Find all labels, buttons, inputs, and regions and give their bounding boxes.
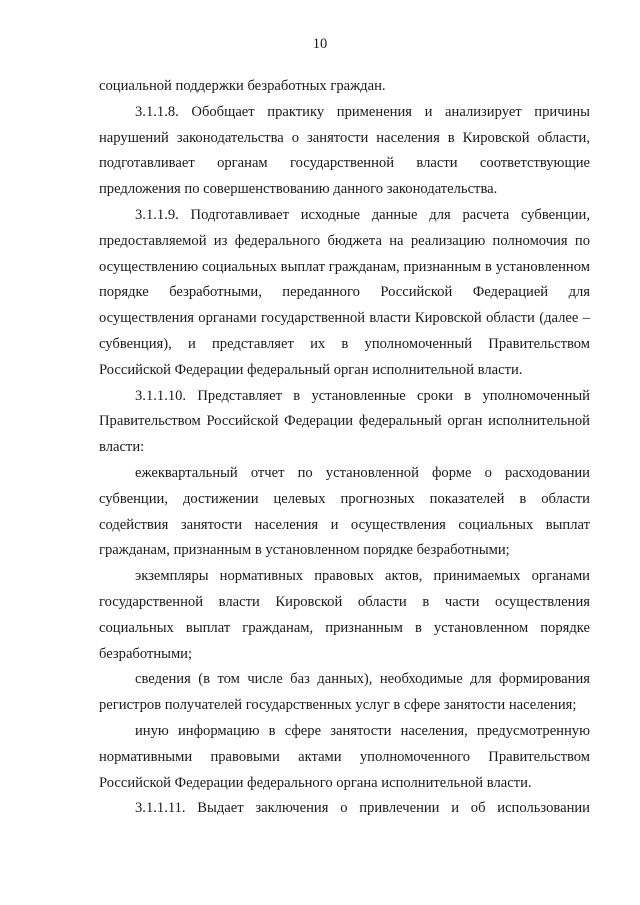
page-number: 10 xyxy=(312,36,328,52)
list-item-quarterly-report: ежеквартальный отчет по установленной форме о расходовании субвенции, достижении целевых прогнозных показателей в области содействия занятости населения и осуществления социальных выплат гражданам, признанным в установленном порядке безработными; xyxy=(99,464,590,559)
list-item-other-information: иную информацию в сфере занятости населения, предусмотренную нормативными правовыми актами уполномоченного Правительством Российской Федерации федерального органа исполнительной власти. xyxy=(99,722,590,791)
paragraph-3-1-1-11: 3.1.1.11. Выдает заключения о привлечении и об использовании xyxy=(135,800,590,817)
paragraph-3-1-1-8: 3.1.1.8. Обобщает практику применения и анализирует причины нарушений законодательства о занятости населения в Кировской области, подготавливает органам государственной власти соответствующие предложения по совершенствованию данного законодательства. xyxy=(99,103,590,198)
list-item-regulatory-acts: экземпляры нормативных правовых актов, принимаемых органами государственной власти Кировской области в части осуществления социальных выплат гражданам, признанным в установленном порядке безработными; xyxy=(99,568,590,662)
paragraph-continuation: социальной поддержки безработных граждан. xyxy=(99,78,386,94)
paragraph-3-1-1-9: 3.1.1.9. Подготавливает исходные данные для расчета субвенции, предоставляемой из федерального бюджета на реализацию полномочия по осуществлению социальных выплат гражданам, признанным в установленном порядке безработными, переданного Российской Федерацией для осуществления органами государственной власти Кировской области (далее – субвенция), и представляет их в уполномоченный Правительством Российской Федерации федеральный орган исполнительной власти. xyxy=(99,206,590,378)
paragraph-3-1-1-10: 3.1.1.10. Представляет в установленные сроки в уполномоченный Правительством Российской Федерации федеральный орган исполнительной власти: xyxy=(99,387,590,456)
list-item-registry-data: сведения (в том числе баз данных), необходимые для формирования регистров получателей государственных услуг в сфере занятости населения; xyxy=(99,671,590,714)
document-body xyxy=(99,74,590,822)
